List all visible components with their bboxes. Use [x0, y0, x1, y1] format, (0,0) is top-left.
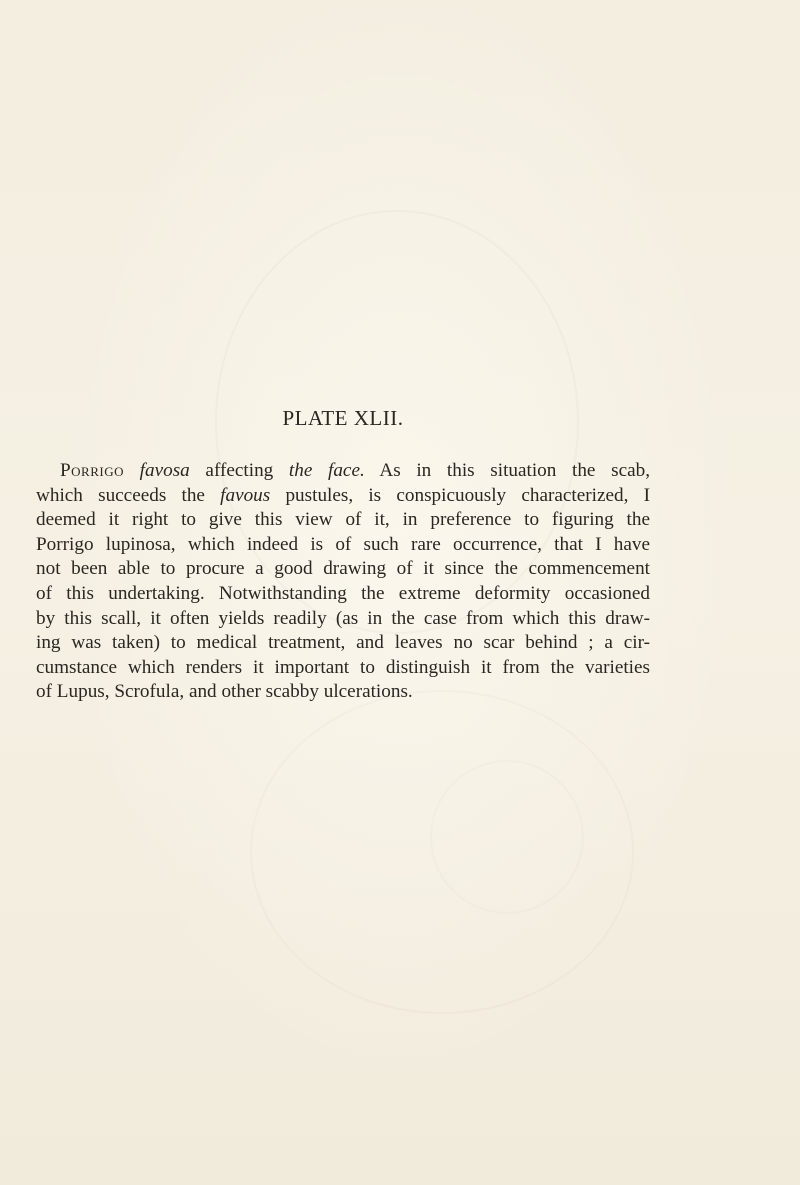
species-name: favosa: [139, 460, 190, 481]
plate-title: PLATE XLII.: [282, 406, 404, 430]
description-paragraph: [36, 459, 650, 705]
text-line: which succeeds the favous pustules, is conspicuously characterized, I: [36, 484, 650, 506]
text-line: of Lupus, Scrofula, and other scabby ulcerations.: [36, 681, 413, 703]
text-line: not been able to procure a good drawing of it since the commencement: [36, 558, 650, 580]
text-line: deemed it right to give this view of it, in preference to figuring the: [36, 509, 650, 531]
text-line: by this scall, it often yields readily (as in the case from which this draw-: [36, 607, 650, 629]
text-line: Porrigo favosa affecting the face. As in this situation the scab,: [60, 460, 650, 481]
location-phrase: the face.: [288, 460, 365, 481]
italic-term: favous: [220, 484, 271, 506]
show-through-mark: [250, 690, 634, 1014]
disease-name: Porrigo: [60, 460, 125, 481]
show-through-mark: [430, 760, 584, 914]
text-line: ing was taken) to medical treatment, and leaves no scar behind ; a cir-: [36, 632, 650, 654]
text-line: of this undertaking. Notwithstanding the extreme deformity occasioned: [36, 582, 650, 604]
text-line: cumstance which renders it important to distinguish it from the varieties: [36, 656, 650, 678]
text-line: Porrigo lupinosa, which indeed is of such rare occurrence, that I have: [36, 533, 650, 555]
